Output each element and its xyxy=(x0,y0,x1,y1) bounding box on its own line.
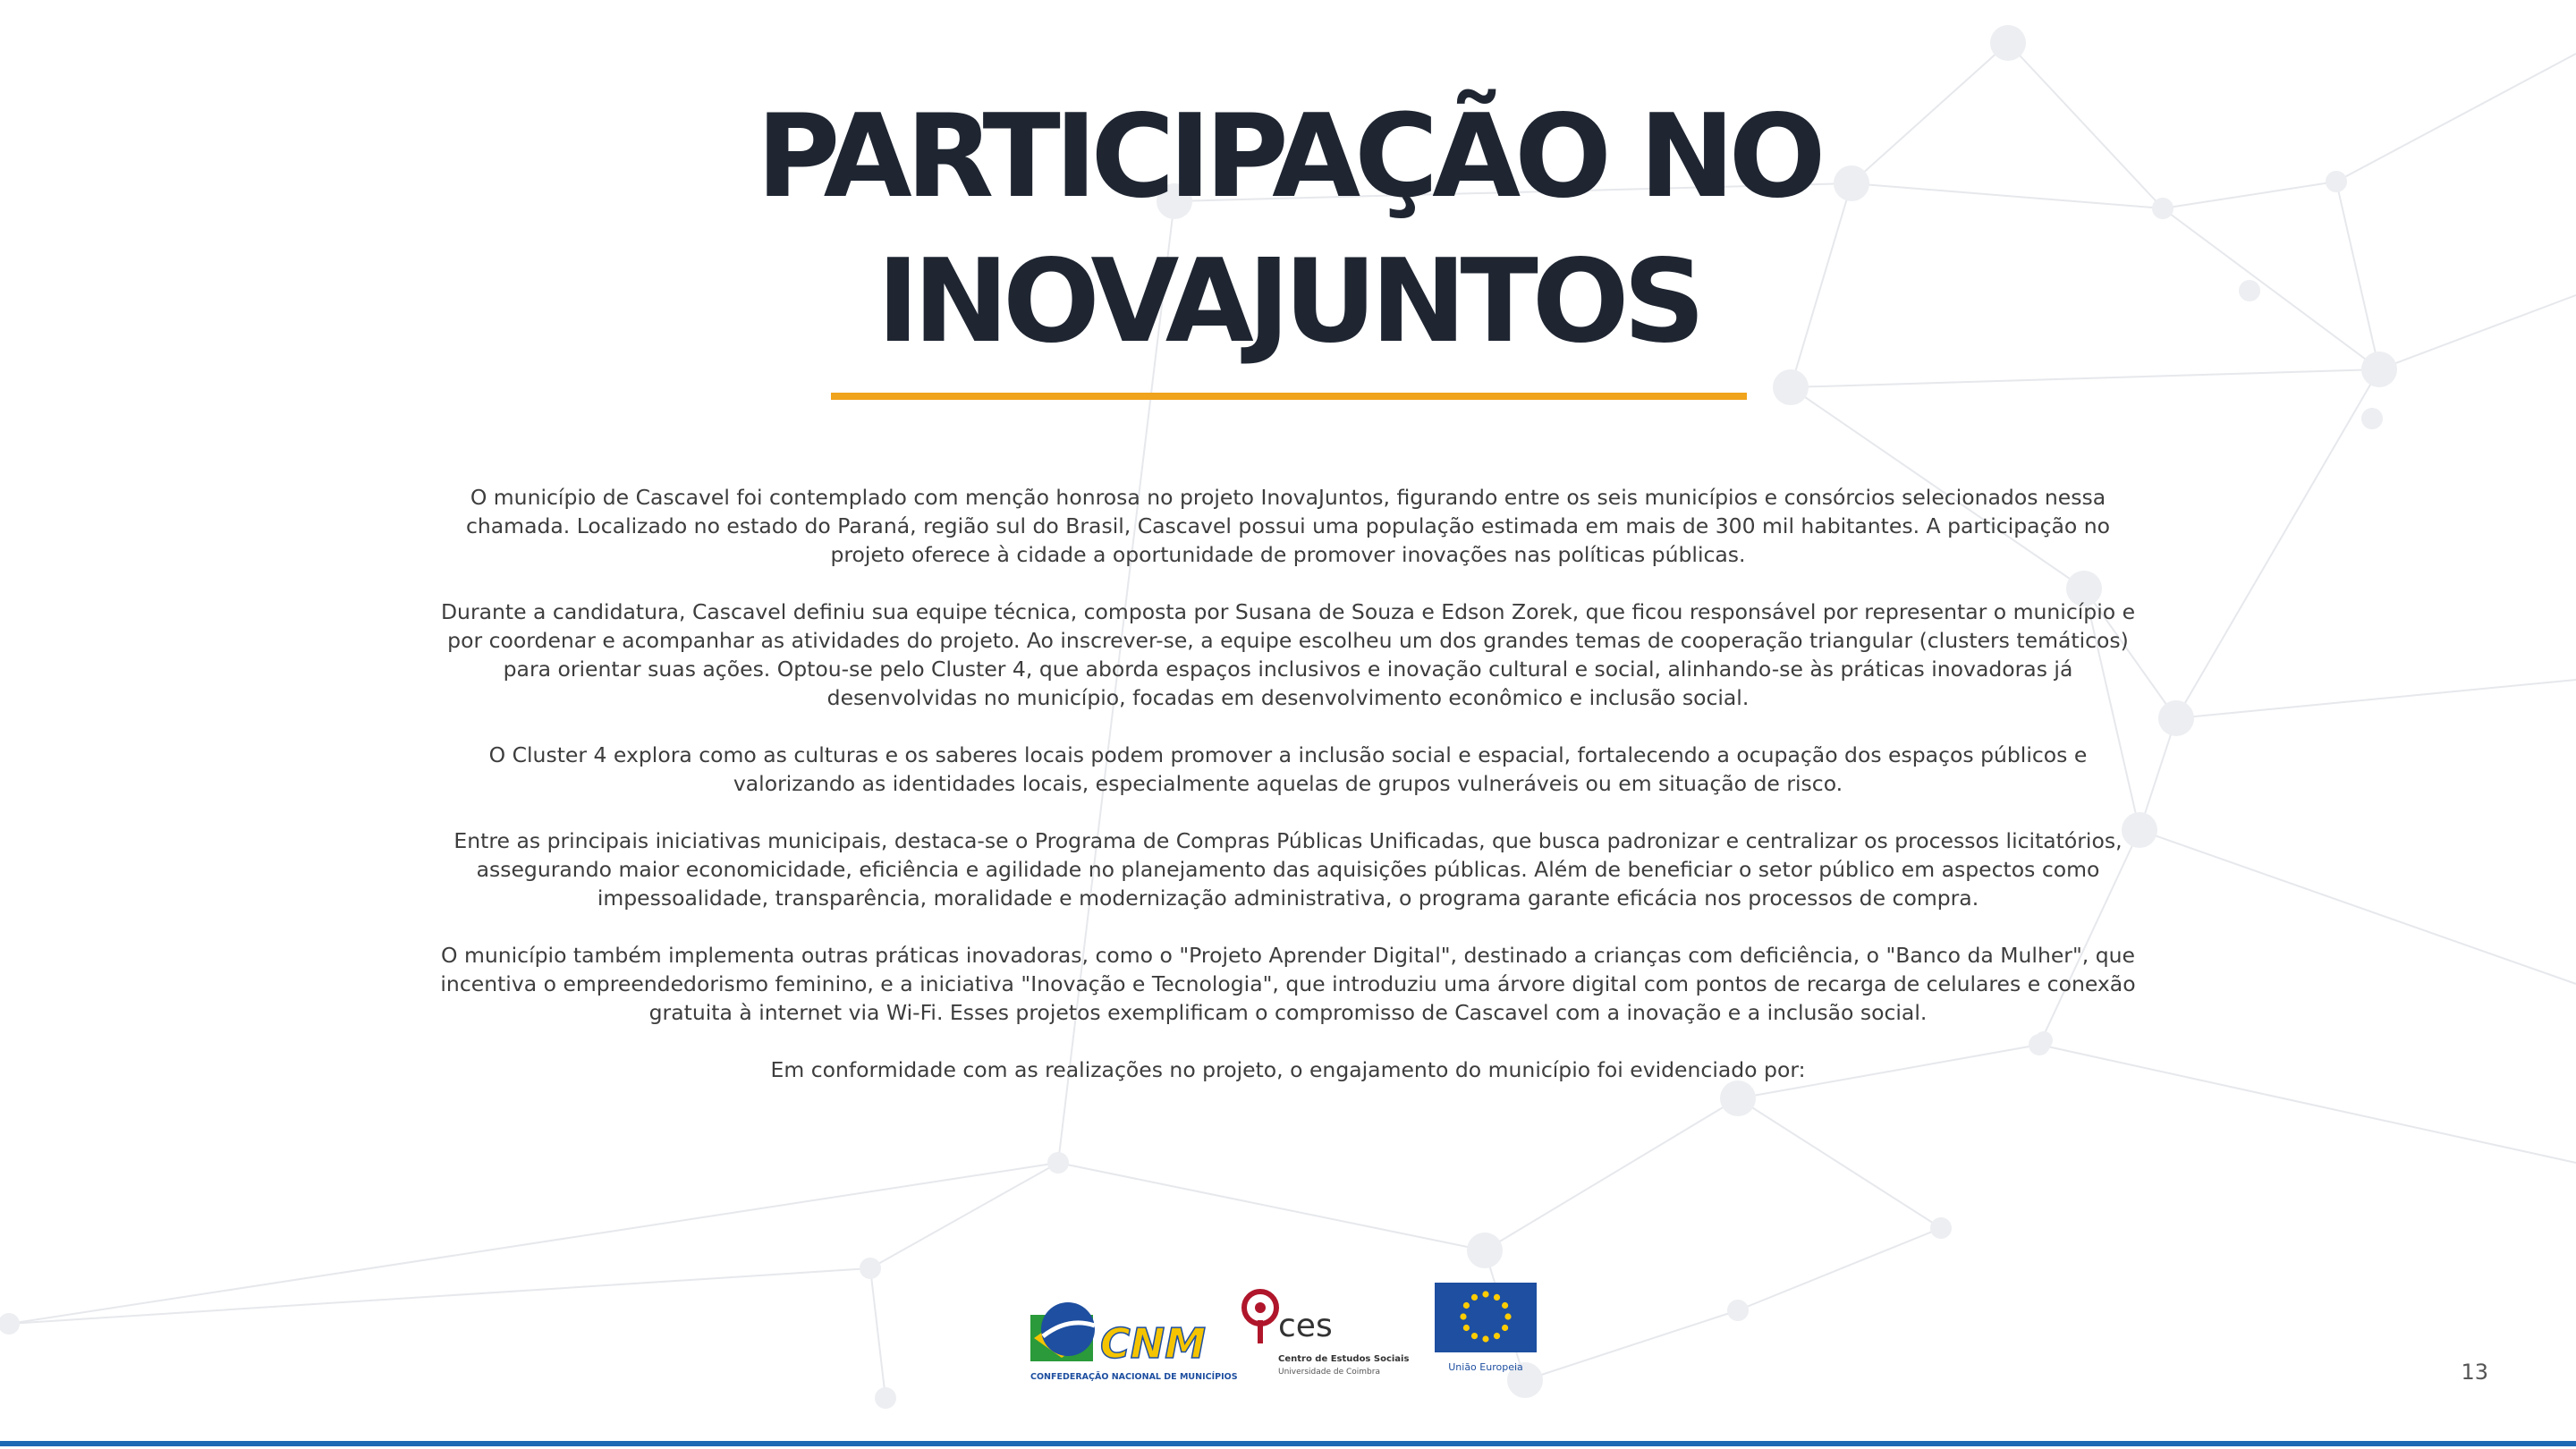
ces-logo-text: ces xyxy=(1278,1308,1333,1344)
footer-rule xyxy=(0,1441,2576,1446)
cnm-logo xyxy=(1029,1290,1238,1388)
title-underline xyxy=(831,393,1747,400)
ces-logo-caption-2: Universidade de Coimbra xyxy=(1278,1368,1380,1377)
ces-logo-caption-1: Centro de Estudos Sociais xyxy=(1278,1354,1410,1364)
ces-logo xyxy=(1237,1281,1410,1388)
page-title xyxy=(0,85,2576,375)
paragraph-3: O Cluster 4 explora como as culturas e os saberes locais podem promover a inclusão social e espacial, fortalecendo a ocupação dos espaços públicos e valorizando as identidades locais, especialmente aquelas de grupos vulneráveis ou em situação de risco. xyxy=(488,742,2088,796)
cnm-logo-caption: CONFEDERAÇÃO NACIONAL DE MUNICÍPIOS xyxy=(1030,1372,1238,1382)
eu-logo xyxy=(1433,1281,1538,1388)
partner-logos xyxy=(0,1270,2576,1382)
paragraph-2: Durante a candidatura, Cascavel definiu sua equipe técnica, composta por Susana de Souza e Edson Zorek, que ficou responsável por representar o município e por coordenar e acompanhar as atividades do projeto. Ao inscrever-se, a equipe escolheu um dos grandes temas de cooperação triangular (clusters temáticos) para orientar suas ações. Optou-se pelo Cluster 4, que aborda espaços inclusivos e inovação cultural e social, alinhando-se às práticas inovadoras já desenvolvidas no município, focadas em desenvolvimento econômico e inclusão social. xyxy=(440,599,2136,710)
title-line-1: PARTICIPAÇÃO NO xyxy=(756,90,1820,224)
eu-logo-caption: União Europeia xyxy=(1448,1361,1523,1373)
paragraph-1: O município de Cascavel foi contemplado com menção honrosa no projeto InovaJuntos, figurando entre os seis municípios e consórcios selecionados nessa chamada. Localizado no estado do Paraná, região sul do Brasil, Cascavel possui uma população estimada em mais de 300 mil habitantes. A participação no projeto oferece à cidade a oportunidade de promover inovações nas políticas públicas. xyxy=(465,485,2111,567)
paragraph-5: O município também implementa outras práticas inovadoras, como o "Projeto Aprender Digital", destinado a crianças com deficiência, o "Banco da Mulher", que incentiva o empreendedorismo feminino, e a iniciativa "Inovação e Tecnologia", que introduziu uma árvore digital com pontos de recarga de celulares e conexão gratuita à internet via Wi-Fi. Esses projetos exemplificam o compromisso de Cascavel com a inovação e a inclusão social. xyxy=(440,943,2136,1025)
paragraph-6: Em conformidade com as realizações no projeto, o engajamento do município foi evidenciado por: xyxy=(770,1057,1806,1082)
title-line-2: INOVAJUNTOS xyxy=(877,235,1699,369)
paragraph-4: Entre as principais iniciativas municipais, destaca-se o Programa de Compras Públicas Unificadas, que busca padronizar e centralizar os processos licitatórios, assegurando maior economicidade, eficiência e agilidade no planejamento das aquisições públicas. Além de beneficiar o setor público em aspectos como impessoalidade, transparência, moralidade e modernização administrativa, o programa garante eficácia nos processos de compra. xyxy=(453,828,2123,911)
page-number: 13 xyxy=(2461,1360,2488,1385)
body-text xyxy=(438,483,2138,1113)
cnm-logo-text: CNM xyxy=(1100,1319,1207,1368)
